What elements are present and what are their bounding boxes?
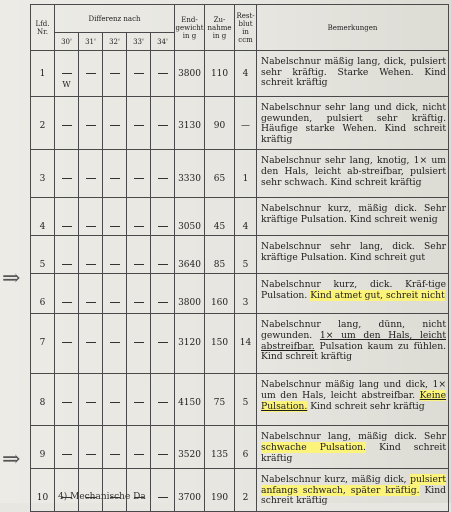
row-number: 6 [31, 274, 55, 314]
row-number: 9 [31, 426, 55, 469]
diff-cell [127, 374, 151, 426]
table-row [31, 198, 449, 236]
remark-text: Nabelschnur lang, mäßig dick. Sehr [261, 431, 447, 443]
diff-cell [55, 198, 79, 236]
rest-cell: 5 [235, 374, 257, 426]
diff-cell [55, 274, 79, 314]
gain-cell: 150 [205, 314, 235, 374]
diff-cell [103, 51, 127, 97]
diff-cell [103, 314, 127, 374]
gain-cell: 75 [205, 374, 235, 426]
gain-cell: 45 [205, 198, 235, 236]
header-32: 32' [103, 33, 127, 51]
diff-cell [55, 150, 79, 198]
remark-highlight: Kind atmet gut, schreit nicht [310, 289, 445, 301]
remark-cell [257, 274, 449, 314]
diff-cell [151, 314, 175, 374]
diff-cell [103, 150, 127, 198]
diff-cell [103, 274, 127, 314]
diff-cell [79, 51, 103, 97]
diff-cell [79, 150, 103, 198]
header-endgewicht: End-gewicht in g [175, 5, 205, 51]
diff-cell [127, 469, 151, 512]
row-number: 2 [31, 97, 55, 150]
weight-cell: 4150 [175, 374, 205, 426]
table-row [31, 274, 449, 314]
remark-text: Nabelschnur mäßig lang und dick, 1× um den Hals, leicht abstreifbar. [261, 379, 447, 401]
row-number: 3 [31, 150, 55, 198]
diff-cell [127, 198, 151, 236]
remark-text: Nabelschnur lang, dünn, nicht gewunden. [261, 319, 447, 341]
diff-cell [55, 314, 79, 374]
diff-cell [103, 469, 127, 512]
diff-cell [103, 426, 127, 469]
rest-cell: 14 [235, 314, 257, 374]
diff-cell [55, 51, 79, 97]
gain-cell: 85 [205, 236, 235, 274]
footnote: 4) Mechanische Da [58, 492, 146, 502]
diff-cell [79, 236, 103, 274]
diff-cell [151, 150, 175, 198]
row-number: 5 [31, 236, 55, 274]
rest-cell: 1 [235, 150, 257, 198]
weight-cell: 3640 [175, 236, 205, 274]
remark-cell: Nabelschnur sehr lang, knotig, 1× um den Hals, leicht ab-streifbar, pulsiert sehr schwach. Kind schreit kräftig [257, 150, 449, 198]
gain-cell: 190 [205, 469, 235, 512]
row-number: 4 [31, 198, 55, 236]
row-number: 8 [31, 374, 55, 426]
table-row [31, 97, 449, 150]
header-lfd: Lfd. Nr. [31, 5, 55, 51]
diff-cell [127, 51, 151, 97]
table-row [31, 374, 449, 426]
remark-cell [257, 426, 449, 469]
header-34: 34' [151, 33, 175, 51]
weight-cell: 3120 [175, 314, 205, 374]
gain-cell: 110 [205, 51, 235, 97]
table-row [31, 469, 449, 512]
header-30: 30' [55, 33, 79, 51]
gain-cell: 135 [205, 426, 235, 469]
diff-cell [103, 97, 127, 150]
rest-cell: 3 [235, 274, 257, 314]
diff-cell [151, 51, 175, 97]
diff-cell [151, 198, 175, 236]
table-row [31, 314, 449, 374]
diff-cell [55, 236, 79, 274]
data-table [30, 4, 449, 512]
header-restblut: Rest-blut in ccm [235, 5, 257, 51]
row-number: 1 [31, 51, 55, 97]
weight-cell: 3700 [175, 469, 205, 512]
diff-cell [151, 274, 175, 314]
table-row [31, 150, 449, 198]
diff-cell [151, 97, 175, 150]
gain-cell: 160 [205, 274, 235, 314]
rest-cell: — [235, 97, 257, 150]
diff-cell [79, 274, 103, 314]
remark-cell: Nabelschnur sehr lang, dick. Sehr kräftige Pulsation. Kind schreit gut [257, 236, 449, 274]
diff-cell [127, 236, 151, 274]
rest-cell: 4 [235, 51, 257, 97]
table-row [31, 426, 449, 469]
diff-cell [103, 236, 127, 274]
remark-cell: Nabelschnur kurz, mäßig dick. Sehr kräftige Pulsation. Kind schreit wenig [257, 198, 449, 236]
diff-cell [151, 236, 175, 274]
gain-cell: 65 [205, 150, 235, 198]
diff-cell [151, 469, 175, 512]
remark-cell [257, 314, 449, 374]
diff-cell [55, 97, 79, 150]
remark-text: Nabelschnur kurz, mäßig dick, [261, 474, 407, 486]
diff-cell [103, 198, 127, 236]
diff-cell [55, 469, 79, 512]
header-zunahme: Zu-nahme in g [205, 5, 235, 51]
weight-cell: 3050 [175, 198, 205, 236]
remark-underline: 1× um den Hals, leicht abstreifbar. [261, 329, 447, 352]
remark-text: Nabelschnur kurz, dick. Kräf-tige Pulsation. [261, 279, 447, 301]
header-31: 31' [79, 33, 103, 51]
weight-cell: 3330 [175, 150, 205, 198]
weight-cell: 3800 [175, 274, 205, 314]
remark-text: Kind schreit kräftig [261, 441, 447, 464]
header-33: 33' [127, 33, 151, 51]
diff-cell [55, 374, 79, 426]
table-row [31, 236, 449, 274]
weight-cell: 3520 [175, 426, 205, 469]
weight-cell: 3800 [175, 51, 205, 97]
diff-cell [79, 426, 103, 469]
diff-cell [127, 150, 151, 198]
diff-cell [103, 374, 127, 426]
row-number: 10 [31, 469, 55, 512]
diff-cell [127, 314, 151, 374]
diff-cell [79, 198, 103, 236]
gain-cell: 90 [205, 97, 235, 150]
row-number: 7 [31, 314, 55, 374]
diff-cell [79, 469, 103, 512]
remark-text: Kind schreit sehr kräftig [310, 400, 425, 412]
weight-cell: 3130 [175, 97, 205, 150]
diff-cell [55, 426, 79, 469]
rest-cell: 4 [235, 198, 257, 236]
remark-highlight: schwache Pulsation. [261, 441, 366, 453]
diff-cell [151, 426, 175, 469]
remark-cell [257, 374, 449, 426]
hand-drawn-arrow-icon: ⇒ [2, 266, 21, 291]
remark-text: Kind schreit kräftig [261, 484, 447, 507]
remark-cell [257, 469, 449, 512]
diff-cell [151, 374, 175, 426]
table-row [31, 51, 449, 97]
diff-cell [127, 426, 151, 469]
rest-cell: 5 [235, 236, 257, 274]
diff-cell [127, 97, 151, 150]
remark-cell: Nabelschnur sehr lang und dick, nicht gewunden, pulsiert sehr kräftig. Häufige starke Wehen. Kind schreit kräftig [257, 97, 449, 150]
remark-cell: Nabelschnur mäßig lang, dick, pulsiert sehr kräftig. Starke Wehen. Kind schreit kräftig [257, 51, 449, 97]
remark-highlight: Keine Pulsation. [261, 389, 447, 412]
diff-cell [79, 97, 103, 150]
header-differenz: Differenz nach [55, 5, 175, 33]
diff-cell [127, 274, 151, 314]
diff-cell [79, 314, 103, 374]
hand-drawn-arrow-icon: ⇒ [2, 447, 21, 472]
row-mark: W [62, 80, 71, 89]
remark-text: Pulsation kaum zu fühlen. Kind schreit kräftig [261, 340, 447, 363]
diff-cell [79, 374, 103, 426]
remark-highlight: pulsiert anfangs schwach, später kräftig. [261, 474, 447, 496]
rest-cell: 2 [235, 469, 257, 512]
header-bemerkungen: Bemerkungen [257, 5, 449, 51]
rest-cell: 6 [235, 426, 257, 469]
